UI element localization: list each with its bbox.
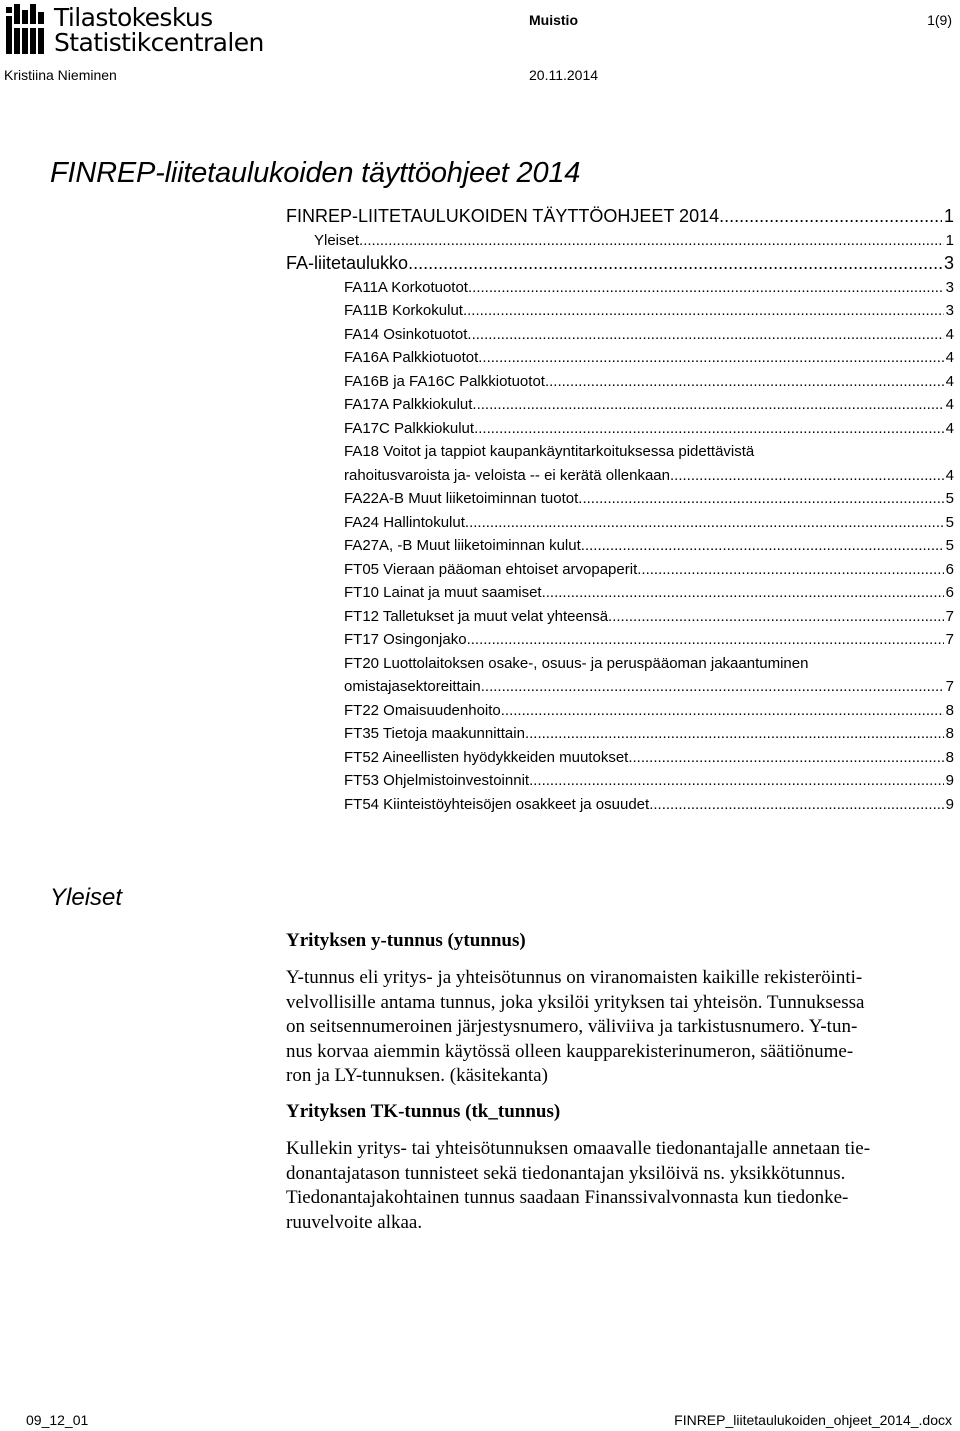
toc-entry-page: 7: [945, 631, 954, 648]
toc-entry-label: FT05 Vieraan pääoman ehtoiset arvopaperit: [344, 560, 638, 578]
toc-entry-label: Yleiset: [314, 231, 360, 249]
toc-entry-label: FT17 Osingonjako: [344, 631, 467, 648]
toc-entry-label: FT52 Aineellisten hyödykkeiden muutokset: [344, 748, 629, 766]
toc-leader-dots: [719, 205, 942, 228]
toc-entry-label: FT22 Omaisuudenhoito: [344, 701, 501, 719]
toc-entry-page: 4: [945, 419, 954, 437]
toc-entry[interactable]: [344, 464, 954, 487]
toc-entry-page: 9: [945, 772, 954, 789]
toc-entry[interactable]: [344, 628, 954, 651]
toc-leader-dots: [465, 511, 944, 534]
paragraph-line: velvollisille antama tunnus, joka yksilöi yrityksen tai yhteisön. Tunnuksessa: [286, 991, 865, 1013]
paragraph-line: Y-tunnus eli yritys- ja yhteisötunnus on viranomaisten kaikille rekisteröinti-: [286, 967, 863, 988]
toc-entry-label: FT35 Tietoja maakunnittain: [344, 725, 525, 742]
toc-entry-label: rahoitusvaroista ja- veloista -- ei kerätä ollenkaan: [344, 466, 670, 484]
paragraph-line: ron ja LY-tunnuksen. (käsitekanta): [286, 1065, 548, 1086]
toc-entry[interactable]: [344, 699, 954, 722]
toc-entry-label: FA14 Osinkotuotot: [344, 325, 468, 343]
paragraph: [286, 966, 954, 1089]
toc-entry[interactable]: [344, 417, 954, 440]
toc-entry-label: FA22A-B Muut liiketoiminnan tuotot: [344, 490, 579, 507]
toc-leader-dots: [359, 229, 944, 252]
toc-entry[interactable]: [344, 393, 954, 416]
toc-entry[interactable]: [344, 769, 954, 792]
logo-text-finnish: Tilastokeskus: [54, 3, 213, 32]
toc-entry-label: omistajasektoreittain: [344, 678, 481, 695]
toc-entry[interactable]: [344, 323, 954, 346]
toc-entry-page: 8: [945, 725, 954, 742]
toc-entry-page: 7: [945, 678, 954, 695]
toc-entry[interactable]: [344, 370, 954, 393]
toc-entry-page: 8: [945, 748, 954, 766]
document-date: 20.11.2014: [529, 67, 599, 83]
toc-entry-page: 1: [945, 231, 954, 249]
toc-entry-page: 4: [945, 349, 954, 366]
section-item-ytunnus: [286, 929, 954, 1089]
paragraph: [286, 1137, 954, 1235]
toc-leader-dots: [578, 487, 943, 510]
toc-entry-page: 6: [945, 560, 954, 578]
page-number: 1(9): [927, 12, 952, 28]
toc-entry-label: FT10 Lainat ja muut saamiset: [344, 584, 542, 601]
toc-entry-page: 4: [945, 372, 954, 390]
toc-leader-dots: [670, 464, 944, 487]
statistics-finland-logo-icon: [4, 4, 50, 56]
toc-entry-label: FA17A Palkkiokulut: [344, 396, 473, 413]
toc-leader-dots: [649, 793, 943, 816]
toc-entry[interactable]: [344, 722, 954, 745]
toc-entry-label: FA16B ja FA16C Palkkiotuotot: [344, 372, 545, 390]
toc-leader-dots: [478, 346, 943, 369]
toc-entry-label[interactable]: FA18 Voitot ja tappiot kaupankäyntitarkoituksessa pidettävistä: [344, 443, 755, 460]
paragraph-line: donantajatason tunnisteet sekä tiedonantajan yksilöivä ns. yksikkötunnus.: [286, 1162, 846, 1184]
paragraph-line: ruuvelvoite alkaa.: [286, 1211, 423, 1233]
section-title: Yleiset: [50, 884, 123, 911]
toc-entry-page: 9: [945, 795, 954, 813]
toc-entry-page: 8: [945, 701, 954, 719]
author: Kristiina Nieminen: [4, 67, 117, 83]
toc-leader-dots: [467, 628, 944, 651]
toc-leader-dots: [628, 746, 943, 769]
toc-entry[interactable]: [286, 205, 954, 228]
toc-entry[interactable]: [344, 511, 954, 534]
toc-entry-page: 4: [945, 396, 954, 413]
toc-entry-page: 4: [945, 325, 954, 343]
toc-entry-label: FA16A Palkkiotuotot: [344, 349, 479, 366]
toc-leader-dots: [608, 605, 944, 628]
toc-entry[interactable]: [344, 558, 954, 581]
toc-leader-dots: [525, 722, 944, 745]
toc-entry[interactable]: [344, 276, 954, 299]
toc-entry-page: 6: [945, 584, 954, 601]
toc-entry-label: FA11A Korkotuotot: [344, 278, 468, 296]
toc-entry-label: FINREP-LIITETAULUKOIDEN TÄYTTÖOHJEET 2014: [286, 206, 720, 226]
footer-code: 09_12_01: [26, 1412, 89, 1428]
toc-entry-page: 3: [943, 253, 954, 273]
toc-entry-label: FA27A, -B Muut liiketoiminnan kulut: [344, 537, 581, 554]
sub-heading: Yrityksen TK-tunnus (tk_tunnus): [286, 1101, 561, 1122]
sub-heading: Yrityksen y-tunnus (ytunnus): [286, 930, 526, 951]
toc-leader-dots: [501, 699, 944, 722]
toc-entry[interactable]: [344, 746, 954, 769]
toc-leader-dots: [408, 252, 942, 275]
toc-leader-dots: [637, 558, 943, 581]
toc-entry-label: FA-liitetaulukko: [286, 253, 409, 273]
section-item-tktunnus: [286, 1100, 954, 1235]
toc-entry-label: FT54 Kiinteistöyhteisöjen osakkeet ja osuudet: [344, 795, 650, 813]
toc-entry-label: FT53 Ohjelmistoinvestoinnit: [344, 772, 530, 789]
toc-entry-page: 5: [945, 537, 954, 554]
logo-text-swedish: Statistikcentralen: [54, 28, 264, 57]
paragraph-line: Kullekin yritys- tai yhteisötunnuksen omaavalle tiedonantajalle annetaan tie-: [286, 1138, 871, 1159]
toc-entry-page: 3: [945, 278, 954, 296]
toc-entry[interactable]: [344, 346, 954, 369]
paragraph-line: on seitsennumeroinen järjestysnumero, väliviiva ja tarkistusnumero. Y-tun-: [286, 1016, 858, 1037]
toc-entry[interactable]: [286, 252, 954, 275]
toc-entry-page: 3: [945, 302, 954, 319]
toc-leader-dots: [463, 299, 944, 322]
toc-leader-dots: [481, 675, 944, 698]
toc-leader-dots: [545, 370, 944, 393]
toc-leader-dots: [542, 581, 944, 604]
toc-entry-label: FA11B Korkokulut: [344, 302, 463, 319]
toc-leader-dots: [581, 534, 944, 557]
toc-entry-page: 4: [945, 466, 954, 484]
toc-entry-label[interactable]: FT20 Luottolaitoksen osake-, osuus- ja peruspääoman jakaantuminen: [344, 654, 809, 672]
toc-leader-dots: [474, 417, 944, 440]
document-type: Muistio: [529, 12, 578, 28]
toc-entry[interactable]: [344, 605, 954, 628]
toc-leader-dots: [468, 276, 944, 299]
toc-entry[interactable]: [314, 229, 954, 252]
toc-entry-label: FA17C Palkkiokulut: [344, 419, 475, 437]
toc-entry[interactable]: [344, 581, 954, 604]
logo: [4, 3, 264, 57]
toc-entry-page: 7: [945, 607, 954, 625]
toc-entry-page: 5: [945, 490, 954, 507]
toc-entry-label: FT12 Talletukset ja muut velat yhteensä: [344, 607, 609, 625]
toc-leader-dots: [529, 769, 944, 792]
paragraph-line: nus korvaa aiemmin käytössä olleen kaupparekisterinumeron, säätiönume-: [286, 1040, 854, 1062]
footer-filename: FINREP_liitetaulukoiden_ohjeet_2014_.docx: [674, 1412, 952, 1428]
toc-entry[interactable]: [344, 487, 954, 510]
page-title: FINREP-liitetaulukoiden täyttöohjeet 2014: [50, 157, 581, 189]
toc-entry[interactable]: [344, 534, 954, 557]
toc-entry[interactable]: [344, 793, 954, 816]
toc-entry-label: FA24 Hallintokulut: [344, 513, 465, 531]
toc-entry-page: 5: [945, 513, 954, 531]
toc-leader-dots: [472, 393, 943, 416]
toc-entry[interactable]: [344, 675, 954, 698]
toc-entry[interactable]: [344, 299, 954, 322]
paragraph-line: Tiedonantajakohtainen tunnus saadaan Finanssivalvonnasta kun tiedonke-: [286, 1187, 849, 1208]
toc-entry-page: 1: [943, 206, 954, 226]
toc-leader-dots: [467, 323, 943, 346]
